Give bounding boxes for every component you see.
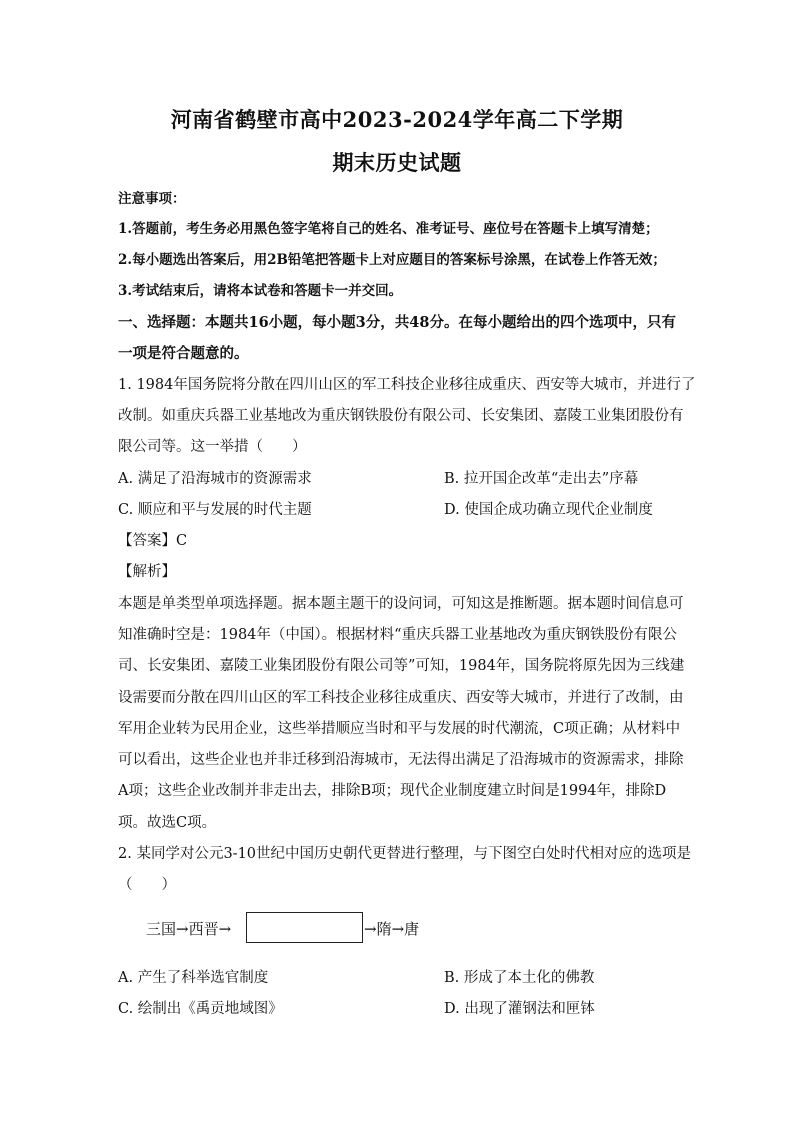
q1-analysis-line: 本题是单类型单项选择题。据本题主题干的设问词，可知这是推断题。据本题时间信息可 — [118, 596, 684, 612]
diagram-blank-box — [246, 912, 363, 943]
q1-analysis-label: 【解析】 — [118, 564, 176, 580]
question-1-stem: 改制。如重庆兵器工业基地改为重庆钢铁股份有限公司、长安集团、嘉陵工业集团股份有 — [118, 408, 684, 424]
q1-analysis-line: 项。故选C项。 — [118, 815, 217, 831]
q1-answer: 【答案】C — [118, 533, 188, 549]
notice-item: 2.每小题选出答案后，用2B铅笔把答题卡上对应题目的答案标号涂黑，在试卷上作答无效； — [118, 252, 666, 268]
q2-option-b: B. 形成了本土化的佛教 — [444, 970, 595, 986]
q2-option-d: D. 出现了灌钢法和匣钵 — [444, 1001, 595, 1017]
page-subtitle: 期末历史试题 — [332, 150, 462, 175]
q1-analysis-line: 军用企业转为民用企业，这些举措顺应当时和平与发展的时代潮流，C项正确；从材料中 — [118, 721, 681, 737]
q1-analysis-line: 可以看出，这些企业也并非迁移到沿海城市，无法得出满足了沿海城市的资源需求，排除 — [118, 752, 684, 768]
q1-analysis-line: 知准确时空是：1984年（中国）。根据材料“重庆兵器工业基地改为重庆钢铁股份有限公 — [118, 627, 678, 643]
diagram-left-text: 三国→西晋→ — [146, 920, 232, 938]
notice-heading: 注意事项： — [118, 191, 186, 207]
question-2-stem: （ ） — [118, 877, 176, 893]
dynasty-sequence-diagram — [146, 912, 446, 946]
question-1-stem: 1. 1984年国务院将分散在四川山区的军工科技企业移往成重庆、西安等大城市，并进行了 — [118, 377, 696, 393]
q1-analysis-line: 设需要而分散在四川山区的军工科技企业移往成重庆、西安等大城市，并进行了改制，由 — [118, 690, 684, 706]
q2-option-c: C. 绘制出《禹贡地域图》 — [118, 1001, 283, 1017]
q1-option-c: C. 顺应和平与发展的时代主题 — [118, 502, 312, 518]
notice-item: 3.考试结束后，请将本试卷和答题卡一并交回。 — [118, 283, 403, 299]
q1-analysis-line: A项；这些企业改制并非走出去，排除B项；现代企业制度建立时间是1994年，排除D — [118, 783, 667, 799]
question-2-stem: 2. 某同学对公元3-10世纪中国历史朝代更替进行整理，与下图空白处时代相对应的选项是 — [118, 846, 692, 862]
notice-item: 1.答题前，考生务必用黑色签字笔将自己的姓名、准考证号、座位号在答题卡上填写清楚； — [118, 221, 659, 237]
q1-option-d: D. 使国企成功确立现代企业制度 — [444, 502, 653, 518]
question-1-stem: 限公司等。这一举措（ ） — [118, 439, 307, 455]
q1-option-b: B. 拉开国企改革“走出去”序幕 — [444, 471, 639, 487]
diagram-right-text: →隋→唐 — [364, 920, 420, 938]
q2-option-a: A. 产生了科举选官制度 — [118, 970, 269, 986]
section-heading: 一、选择题：本题共16小题，每小题3分，共48分。在每小题给出的四个选项中，只有 — [118, 314, 676, 331]
q1-analysis-line: 司、长安集团、嘉陵工业集团股份有限公司等”可知，1984年，国务院将原先因为三线建 — [118, 658, 685, 674]
section-heading-cont: 一项是符合题意的。 — [118, 345, 249, 362]
page-title: 河南省鹤壁市高中2023-2024学年高二下学期 — [170, 107, 624, 132]
q1-option-a: A. 满足了沿海城市的资源需求 — [118, 471, 312, 487]
